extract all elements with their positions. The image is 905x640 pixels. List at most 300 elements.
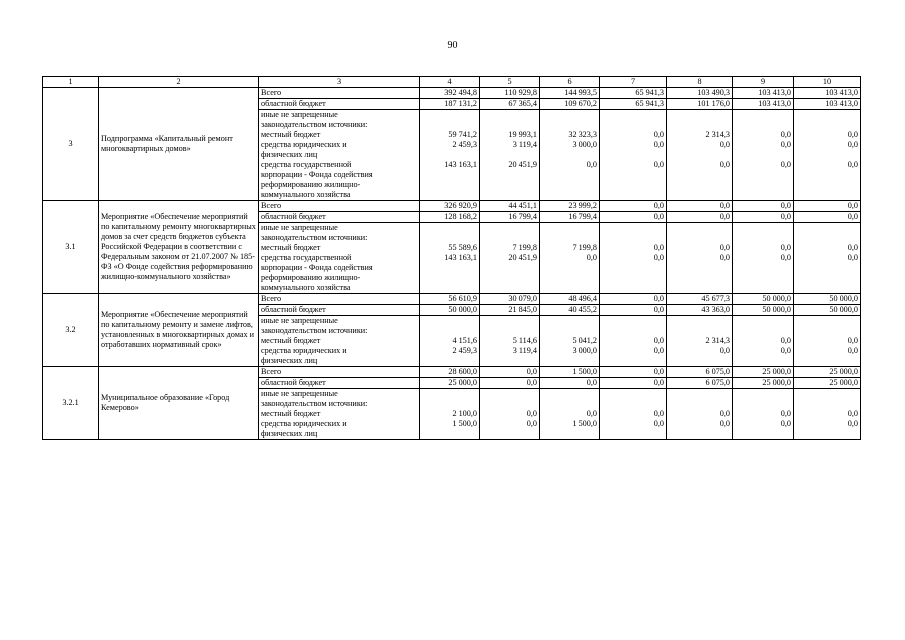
value-line	[601, 429, 664, 439]
value-cell: 50 000,0	[420, 305, 480, 316]
value-line	[421, 326, 477, 336]
value-line: 0,0	[847, 253, 858, 262]
funding-source-line: иные не запрещенные	[261, 316, 338, 325]
value-line: 0,0	[847, 160, 858, 169]
value-cell: 109 670,2	[540, 99, 600, 110]
value-line: 0,0	[653, 160, 664, 169]
value-line	[421, 316, 477, 326]
value-line	[541, 233, 597, 243]
value-line: 20 451,9	[508, 160, 537, 169]
value-line	[668, 233, 730, 243]
value-line	[795, 283, 858, 293]
value-cell: 0,0	[600, 294, 667, 305]
value-line	[795, 190, 858, 200]
value-line	[734, 316, 791, 326]
value-line: 0,0	[526, 409, 537, 418]
value-line	[541, 389, 597, 399]
funding-source-line: физических лиц	[261, 429, 318, 438]
value-line	[668, 316, 730, 326]
value-line	[421, 170, 477, 180]
funding-source-line: областной бюджет	[261, 378, 326, 387]
value-cell	[540, 223, 600, 294]
value-cell: 43 363,0	[667, 305, 733, 316]
funding-source-line: средства юридических и	[261, 346, 347, 355]
value-cell	[420, 223, 480, 294]
value-cell	[480, 223, 540, 294]
value-cell	[733, 389, 794, 440]
value-line	[668, 110, 730, 120]
funding-source-line: областной бюджет	[261, 305, 326, 314]
value-line	[481, 356, 537, 366]
value-cell	[600, 223, 667, 294]
value-line	[668, 120, 730, 130]
value-line	[668, 399, 730, 409]
value-cell: 103 490,3	[667, 88, 733, 99]
value-line: 0,0	[526, 419, 537, 428]
value-line	[601, 399, 664, 409]
value-line	[421, 180, 477, 190]
value-cell: 44 451,1	[480, 201, 540, 212]
funding-source-line: законодательством источники:	[261, 399, 368, 408]
value-line	[668, 190, 730, 200]
value-cell: 1 500,0	[540, 367, 600, 378]
value-cell: 0,0	[480, 367, 540, 378]
funding-source	[259, 223, 420, 294]
value-line	[481, 429, 537, 439]
value-cell: 67 365,4	[480, 99, 540, 110]
value-line	[421, 120, 477, 130]
value-line: 0,0	[586, 409, 597, 418]
value-line: 7 199,8	[572, 243, 597, 252]
value-line	[795, 150, 858, 160]
value-line	[541, 429, 597, 439]
value-line	[481, 263, 537, 273]
value-line: 0,0	[653, 419, 664, 428]
value-cell: 65 941,3	[600, 99, 667, 110]
value-line	[734, 150, 791, 160]
value-cell	[480, 389, 540, 440]
value-line: 32 323,3	[568, 130, 597, 139]
funding-source-line: местный бюджет	[261, 336, 321, 345]
value-cell	[540, 389, 600, 440]
funding-source-line: коммунального хозяйства	[261, 190, 351, 199]
funding-source-line: иные не запрещенные	[261, 223, 338, 232]
value-line	[734, 389, 791, 399]
value-cell: 128 168,2	[420, 212, 480, 223]
value-line	[601, 223, 664, 233]
value-line	[601, 110, 664, 120]
value-cell: 23 999,2	[540, 201, 600, 212]
value-cell: 144 993,5	[540, 88, 600, 99]
funding-source	[259, 88, 420, 99]
value-cell: 0,0	[794, 212, 861, 223]
value-line	[734, 190, 791, 200]
value-line: 0,0	[653, 140, 664, 149]
item-number: 3.2	[43, 294, 99, 367]
value-line: 0,0	[653, 243, 664, 252]
value-cell: 45 677,3	[667, 294, 733, 305]
value-line: 3 119,4	[512, 140, 537, 149]
value-line	[734, 120, 791, 130]
value-line: 0,0	[780, 140, 791, 149]
value-line	[541, 316, 597, 326]
value-line	[601, 263, 664, 273]
value-line	[541, 326, 597, 336]
value-line: 2 459,3	[452, 346, 477, 355]
value-line	[481, 190, 537, 200]
value-line: 2 314,3	[705, 336, 730, 345]
value-cell: 0,0	[667, 201, 733, 212]
value-line: 55 589,6	[448, 243, 477, 252]
value-cell	[667, 110, 733, 201]
value-line	[421, 110, 477, 120]
value-line	[668, 223, 730, 233]
funding-source-line: коммунального хозяйства	[261, 283, 351, 292]
value-cell: 0,0	[733, 201, 794, 212]
value-line	[541, 190, 597, 200]
item-number: 3	[43, 88, 99, 201]
value-cell: 28 600,0	[420, 367, 480, 378]
column-number-5: 5	[480, 77, 540, 88]
value-line: 143 163,1	[444, 253, 477, 262]
value-line	[795, 389, 858, 399]
value-cell: 25 000,0	[794, 367, 861, 378]
funding-source-line: физических лиц	[261, 150, 318, 159]
value-line	[601, 389, 664, 399]
value-line	[481, 170, 537, 180]
value-line	[668, 283, 730, 293]
value-line	[601, 190, 664, 200]
funding-source-line: областной бюджет	[261, 99, 326, 108]
value-line	[668, 389, 730, 399]
value-line	[601, 150, 664, 160]
value-line	[481, 110, 537, 120]
value-line: 1 500,0	[572, 419, 597, 428]
value-cell: 110 929,8	[480, 88, 540, 99]
value-line	[668, 356, 730, 366]
value-line	[734, 233, 791, 243]
column-number-10: 10	[794, 77, 861, 88]
value-line	[421, 223, 477, 233]
value-cell: 0,0	[540, 378, 600, 389]
value-line	[734, 110, 791, 120]
value-line: 1 500,0	[452, 419, 477, 428]
value-line	[734, 223, 791, 233]
value-cell: 101 176,0	[667, 99, 733, 110]
value-line	[421, 356, 477, 366]
value-cell	[667, 223, 733, 294]
funding-source-line: законодательством источники:	[261, 326, 368, 335]
value-line: 0,0	[780, 253, 791, 262]
funding-source-line: местный бюджет	[261, 409, 321, 418]
value-line	[481, 223, 537, 233]
value-cell	[480, 316, 540, 367]
value-line	[734, 399, 791, 409]
value-line: 0,0	[780, 346, 791, 355]
value-line	[668, 263, 730, 273]
funding-source	[259, 305, 420, 316]
value-cell	[540, 110, 600, 201]
funding-source-line: иные не запрещенные	[261, 389, 338, 398]
funding-source	[259, 201, 420, 212]
value-line	[421, 150, 477, 160]
value-line: 19 993,1	[508, 130, 537, 139]
value-line	[668, 180, 730, 190]
value-cell	[420, 316, 480, 367]
funding-source	[259, 367, 420, 378]
value-line	[734, 429, 791, 439]
value-cell: 0,0	[667, 212, 733, 223]
value-cell	[667, 389, 733, 440]
funding-source-line: средства юридических и	[261, 140, 347, 149]
value-line	[481, 273, 537, 283]
value-line	[541, 170, 597, 180]
funding-source-line: местный бюджет	[261, 243, 321, 252]
value-line	[421, 389, 477, 399]
value-line	[795, 326, 858, 336]
value-line	[541, 150, 597, 160]
value-cell	[794, 389, 861, 440]
value-line: 0,0	[719, 346, 730, 355]
value-line: 0,0	[780, 160, 791, 169]
item-name: Мероприятие «Обеспечение мероприятий по капитальному ремонту многоквартирных домов за счет средств бюджетов субъекта Российской Федерации в соответствии с Федеральным законом от 21.07.2007 № 185-ФЗ «О Фонде содействия реформированию жилищно-коммунального хозяйства»	[99, 201, 259, 294]
value-cell: 103 413,0	[794, 88, 861, 99]
value-line	[734, 170, 791, 180]
funding-source	[259, 212, 420, 223]
column-number-2: 2	[99, 77, 259, 88]
value-line	[541, 120, 597, 130]
value-line	[668, 326, 730, 336]
value-cell	[480, 110, 540, 201]
value-line: 7 199,8	[512, 243, 537, 252]
value-cell	[420, 110, 480, 201]
value-line	[795, 429, 858, 439]
value-line: 0,0	[653, 346, 664, 355]
value-line: 0,0	[847, 346, 858, 355]
value-cell: 6 075,0	[667, 367, 733, 378]
value-cell: 16 799,4	[480, 212, 540, 223]
value-line	[481, 233, 537, 243]
funding-source-line: законодательством источники:	[261, 120, 368, 129]
item-name: Муниципальное образование «Город Кемерово»	[99, 367, 259, 440]
funding-source-line: местный бюджет	[261, 130, 321, 139]
value-line	[541, 223, 597, 233]
funding-source	[259, 294, 420, 305]
value-line	[734, 356, 791, 366]
value-cell	[667, 316, 733, 367]
item-number: 3.1	[43, 201, 99, 294]
table-row	[43, 294, 861, 305]
funding-source-line: средства государственной	[261, 253, 352, 262]
page-number: 90	[447, 40, 458, 51]
value-cell: 25 000,0	[420, 378, 480, 389]
value-line	[481, 326, 537, 336]
value-line	[795, 110, 858, 120]
funding-source-line: Всего	[261, 294, 282, 303]
value-line	[795, 120, 858, 130]
funding-source	[259, 378, 420, 389]
value-line	[601, 180, 664, 190]
column-number-8: 8	[667, 77, 733, 88]
value-line: 143 163,1	[444, 160, 477, 169]
value-line	[601, 283, 664, 293]
value-cell: 103 413,0	[733, 99, 794, 110]
value-cell: 0,0	[480, 378, 540, 389]
funding-source-line: законодательством источники:	[261, 233, 368, 242]
value-line: 0,0	[653, 253, 664, 262]
value-cell	[420, 389, 480, 440]
value-cell: 48 496,4	[540, 294, 600, 305]
value-line	[601, 356, 664, 366]
value-line: 0,0	[653, 409, 664, 418]
funding-source-line: корпорации - Фонда содействия	[261, 170, 373, 179]
funding-source-line: областной бюджет	[261, 212, 326, 221]
value-line	[795, 223, 858, 233]
value-cell: 16 799,4	[540, 212, 600, 223]
value-line	[668, 429, 730, 439]
funding-source-line: реформированию жилищно-	[261, 273, 361, 282]
value-cell: 50 000,0	[794, 294, 861, 305]
value-line: 3 119,4	[512, 346, 537, 355]
value-cell: 0,0	[600, 305, 667, 316]
value-cell: 30 079,0	[480, 294, 540, 305]
value-line	[601, 326, 664, 336]
value-cell	[733, 316, 794, 367]
value-line	[795, 273, 858, 283]
value-cell: 25 000,0	[794, 378, 861, 389]
value-line	[541, 263, 597, 273]
value-line	[421, 283, 477, 293]
value-cell: 187 131,2	[420, 99, 480, 110]
table-row	[43, 201, 861, 212]
value-line: 0,0	[847, 336, 858, 345]
value-line	[481, 399, 537, 409]
value-line: 2 459,3	[452, 140, 477, 149]
value-cell	[733, 110, 794, 201]
value-cell	[733, 223, 794, 294]
value-line: 0,0	[719, 160, 730, 169]
value-line	[795, 263, 858, 273]
budget-table	[42, 76, 861, 440]
value-line: 0,0	[719, 140, 730, 149]
funding-source-line: средства юридических и	[261, 419, 347, 428]
value-line: 0,0	[586, 160, 597, 169]
funding-source-line: реформированию жилищно-	[261, 180, 361, 189]
column-number-9: 9	[733, 77, 794, 88]
value-line: 0,0	[653, 130, 664, 139]
value-line: 0,0	[653, 336, 664, 345]
value-cell	[540, 316, 600, 367]
value-line: 0,0	[847, 409, 858, 418]
value-line	[541, 273, 597, 283]
table-row	[43, 88, 861, 99]
value-line	[481, 120, 537, 130]
value-line	[734, 283, 791, 293]
value-line: 5 041,2	[572, 336, 597, 345]
column-number-1: 1	[43, 77, 99, 88]
value-line	[421, 233, 477, 243]
value-line	[421, 190, 477, 200]
column-number-4: 4	[420, 77, 480, 88]
value-line	[541, 399, 597, 409]
value-line: 0,0	[586, 253, 597, 262]
value-cell: 50 000,0	[794, 305, 861, 316]
funding-source-line: Всего	[261, 367, 282, 376]
value-cell: 0,0	[794, 201, 861, 212]
value-line: 2 100,0	[452, 409, 477, 418]
value-cell: 103 413,0	[794, 99, 861, 110]
value-line: 3 000,0	[572, 346, 597, 355]
funding-source	[259, 316, 420, 367]
value-line: 3 000,0	[572, 140, 597, 149]
value-line	[541, 180, 597, 190]
value-line	[795, 180, 858, 190]
value-line	[421, 399, 477, 409]
value-line	[481, 316, 537, 326]
item-name: Мероприятие «Обеспечение мероприятий по капитальному ремонту и замене лифтов, установленных в многоквартирных домах и отработавших нормативный срок»	[99, 294, 259, 367]
value-cell: 56 610,9	[420, 294, 480, 305]
value-line: 20 451,9	[508, 253, 537, 262]
value-cell: 326 920,9	[420, 201, 480, 212]
value-cell: 0,0	[600, 201, 667, 212]
value-line: 59 741,2	[448, 130, 477, 139]
value-cell	[600, 110, 667, 201]
value-cell: 50 000,0	[733, 294, 794, 305]
value-line	[541, 110, 597, 120]
value-line	[795, 356, 858, 366]
value-cell: 21 845,0	[480, 305, 540, 316]
value-line: 0,0	[719, 409, 730, 418]
value-line: 0,0	[847, 130, 858, 139]
value-line: 4 151,6	[452, 336, 477, 345]
value-line	[601, 273, 664, 283]
value-cell	[600, 389, 667, 440]
value-line: 0,0	[719, 253, 730, 262]
value-line	[795, 316, 858, 326]
column-number-7: 7	[600, 77, 667, 88]
value-line	[421, 429, 477, 439]
value-line	[481, 283, 537, 293]
value-line	[734, 326, 791, 336]
value-line	[421, 273, 477, 283]
value-line	[734, 180, 791, 190]
value-line	[541, 356, 597, 366]
value-line: 2 314,3	[705, 130, 730, 139]
column-number-6: 6	[540, 77, 600, 88]
value-line	[668, 150, 730, 160]
column-number-row	[43, 77, 861, 88]
value-line	[795, 233, 858, 243]
value-line	[795, 170, 858, 180]
value-cell	[794, 223, 861, 294]
value-line	[734, 263, 791, 273]
value-line: 0,0	[719, 243, 730, 252]
funding-source	[259, 99, 420, 110]
funding-source	[259, 389, 420, 440]
value-line	[601, 120, 664, 130]
value-cell: 0,0	[600, 367, 667, 378]
value-line	[601, 316, 664, 326]
value-line	[421, 263, 477, 273]
value-line	[795, 399, 858, 409]
value-cell: 65 941,3	[600, 88, 667, 99]
column-number-3: 3	[259, 77, 420, 88]
funding-source-line: Всего	[261, 201, 282, 210]
value-cell: 103 413,0	[733, 88, 794, 99]
value-line	[601, 233, 664, 243]
value-line	[734, 273, 791, 283]
value-cell: 50 000,0	[733, 305, 794, 316]
